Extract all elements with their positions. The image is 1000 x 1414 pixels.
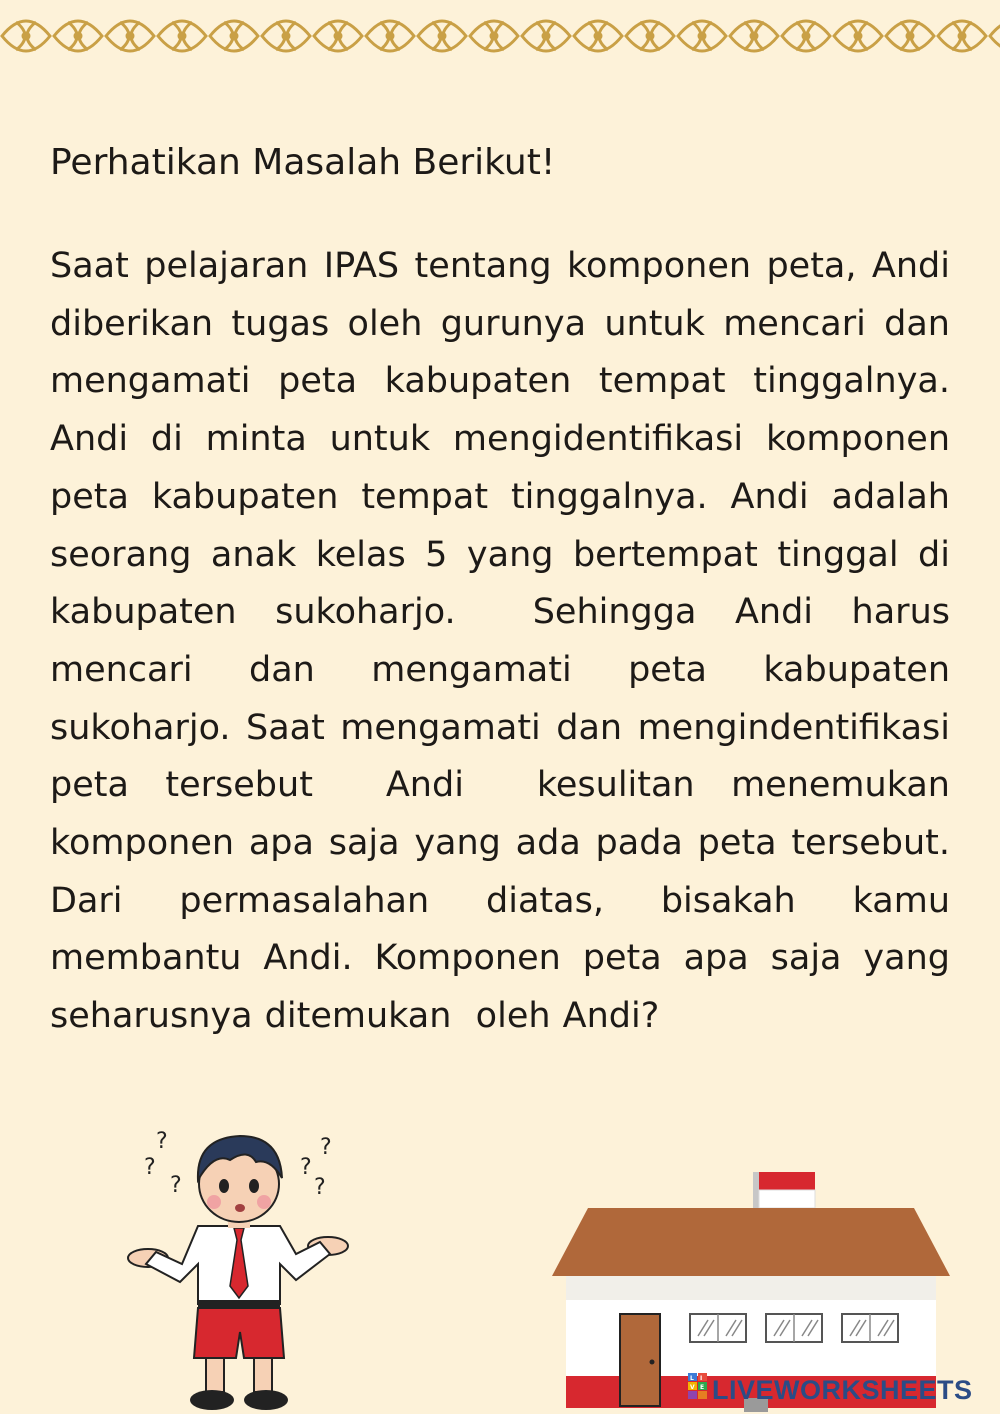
batik-motif	[647, 33, 653, 39]
batik-motif	[127, 33, 133, 39]
question-mark: ?	[320, 1135, 332, 1160]
svg-text:V: V	[690, 1384, 695, 1391]
question-mark: ?	[170, 1173, 182, 1198]
page-heading: Perhatikan Masalah Berikut!	[50, 142, 556, 183]
batik-motif	[699, 33, 705, 39]
batik-motif	[231, 33, 237, 39]
confused-student-icon	[120, 1118, 360, 1414]
batik-motif	[335, 33, 341, 39]
batik-motif	[990, 21, 1000, 51]
batik-motif	[855, 33, 861, 39]
batik-motif	[907, 33, 913, 39]
batik-motif	[387, 33, 393, 39]
question-mark: ?	[144, 1155, 156, 1180]
batik-motif	[959, 33, 965, 39]
question-mark: ?	[314, 1175, 326, 1200]
question-mark: ?	[156, 1129, 168, 1154]
batik-motif	[23, 33, 29, 39]
batik-motif	[751, 33, 757, 39]
batik-motif	[439, 33, 445, 39]
svg-text:L: L	[690, 1375, 694, 1382]
batik-motif	[179, 33, 185, 39]
batik-motif	[75, 33, 81, 39]
svg-text:I: I	[700, 1375, 703, 1382]
liveworksheets-logo-icon	[688, 1373, 708, 1407]
batik-motif	[283, 33, 289, 39]
question-mark: ?	[300, 1155, 312, 1180]
batik-motif	[803, 33, 809, 39]
story-paragraph: Saat pelajaran IPAS tentang komponen peta, Andi diberikan tugas oleh gurunya untuk mencari dan mengamati peta kabupaten tempat tinggalnya. Andi di minta untuk mengidentifikasi komponen peta kabupaten tempat tinggalnya. Andi adalah seorang anak kelas 5 yang bertempat tinggal di kabupaten sukoharjo. Sehingga Andi harus mencari dan mengamati peta kabupaten sukoharjo. Saat mengamati dan mengindentifikasi peta tersebut Andi kesulitan menemukan komponen apa saja yang ada pada peta tersebut. Dari permasalahan diatas, bisakah kamu membantu Andi. Komponen peta apa saja yang seharusnya ditemukan oleh Andi?	[50, 246, 987, 1037]
batik-border	[0, 0, 1000, 72]
batik-motif	[595, 33, 601, 39]
liveworksheets-watermark	[688, 1372, 973, 1408]
svg-text:E: E	[700, 1384, 705, 1391]
indonesian-flag-icon	[759, 1172, 815, 1208]
batik-motif	[491, 33, 497, 39]
brand-text: LIVEWORKSHEETS	[712, 1374, 973, 1405]
batik-motif	[543, 33, 549, 39]
